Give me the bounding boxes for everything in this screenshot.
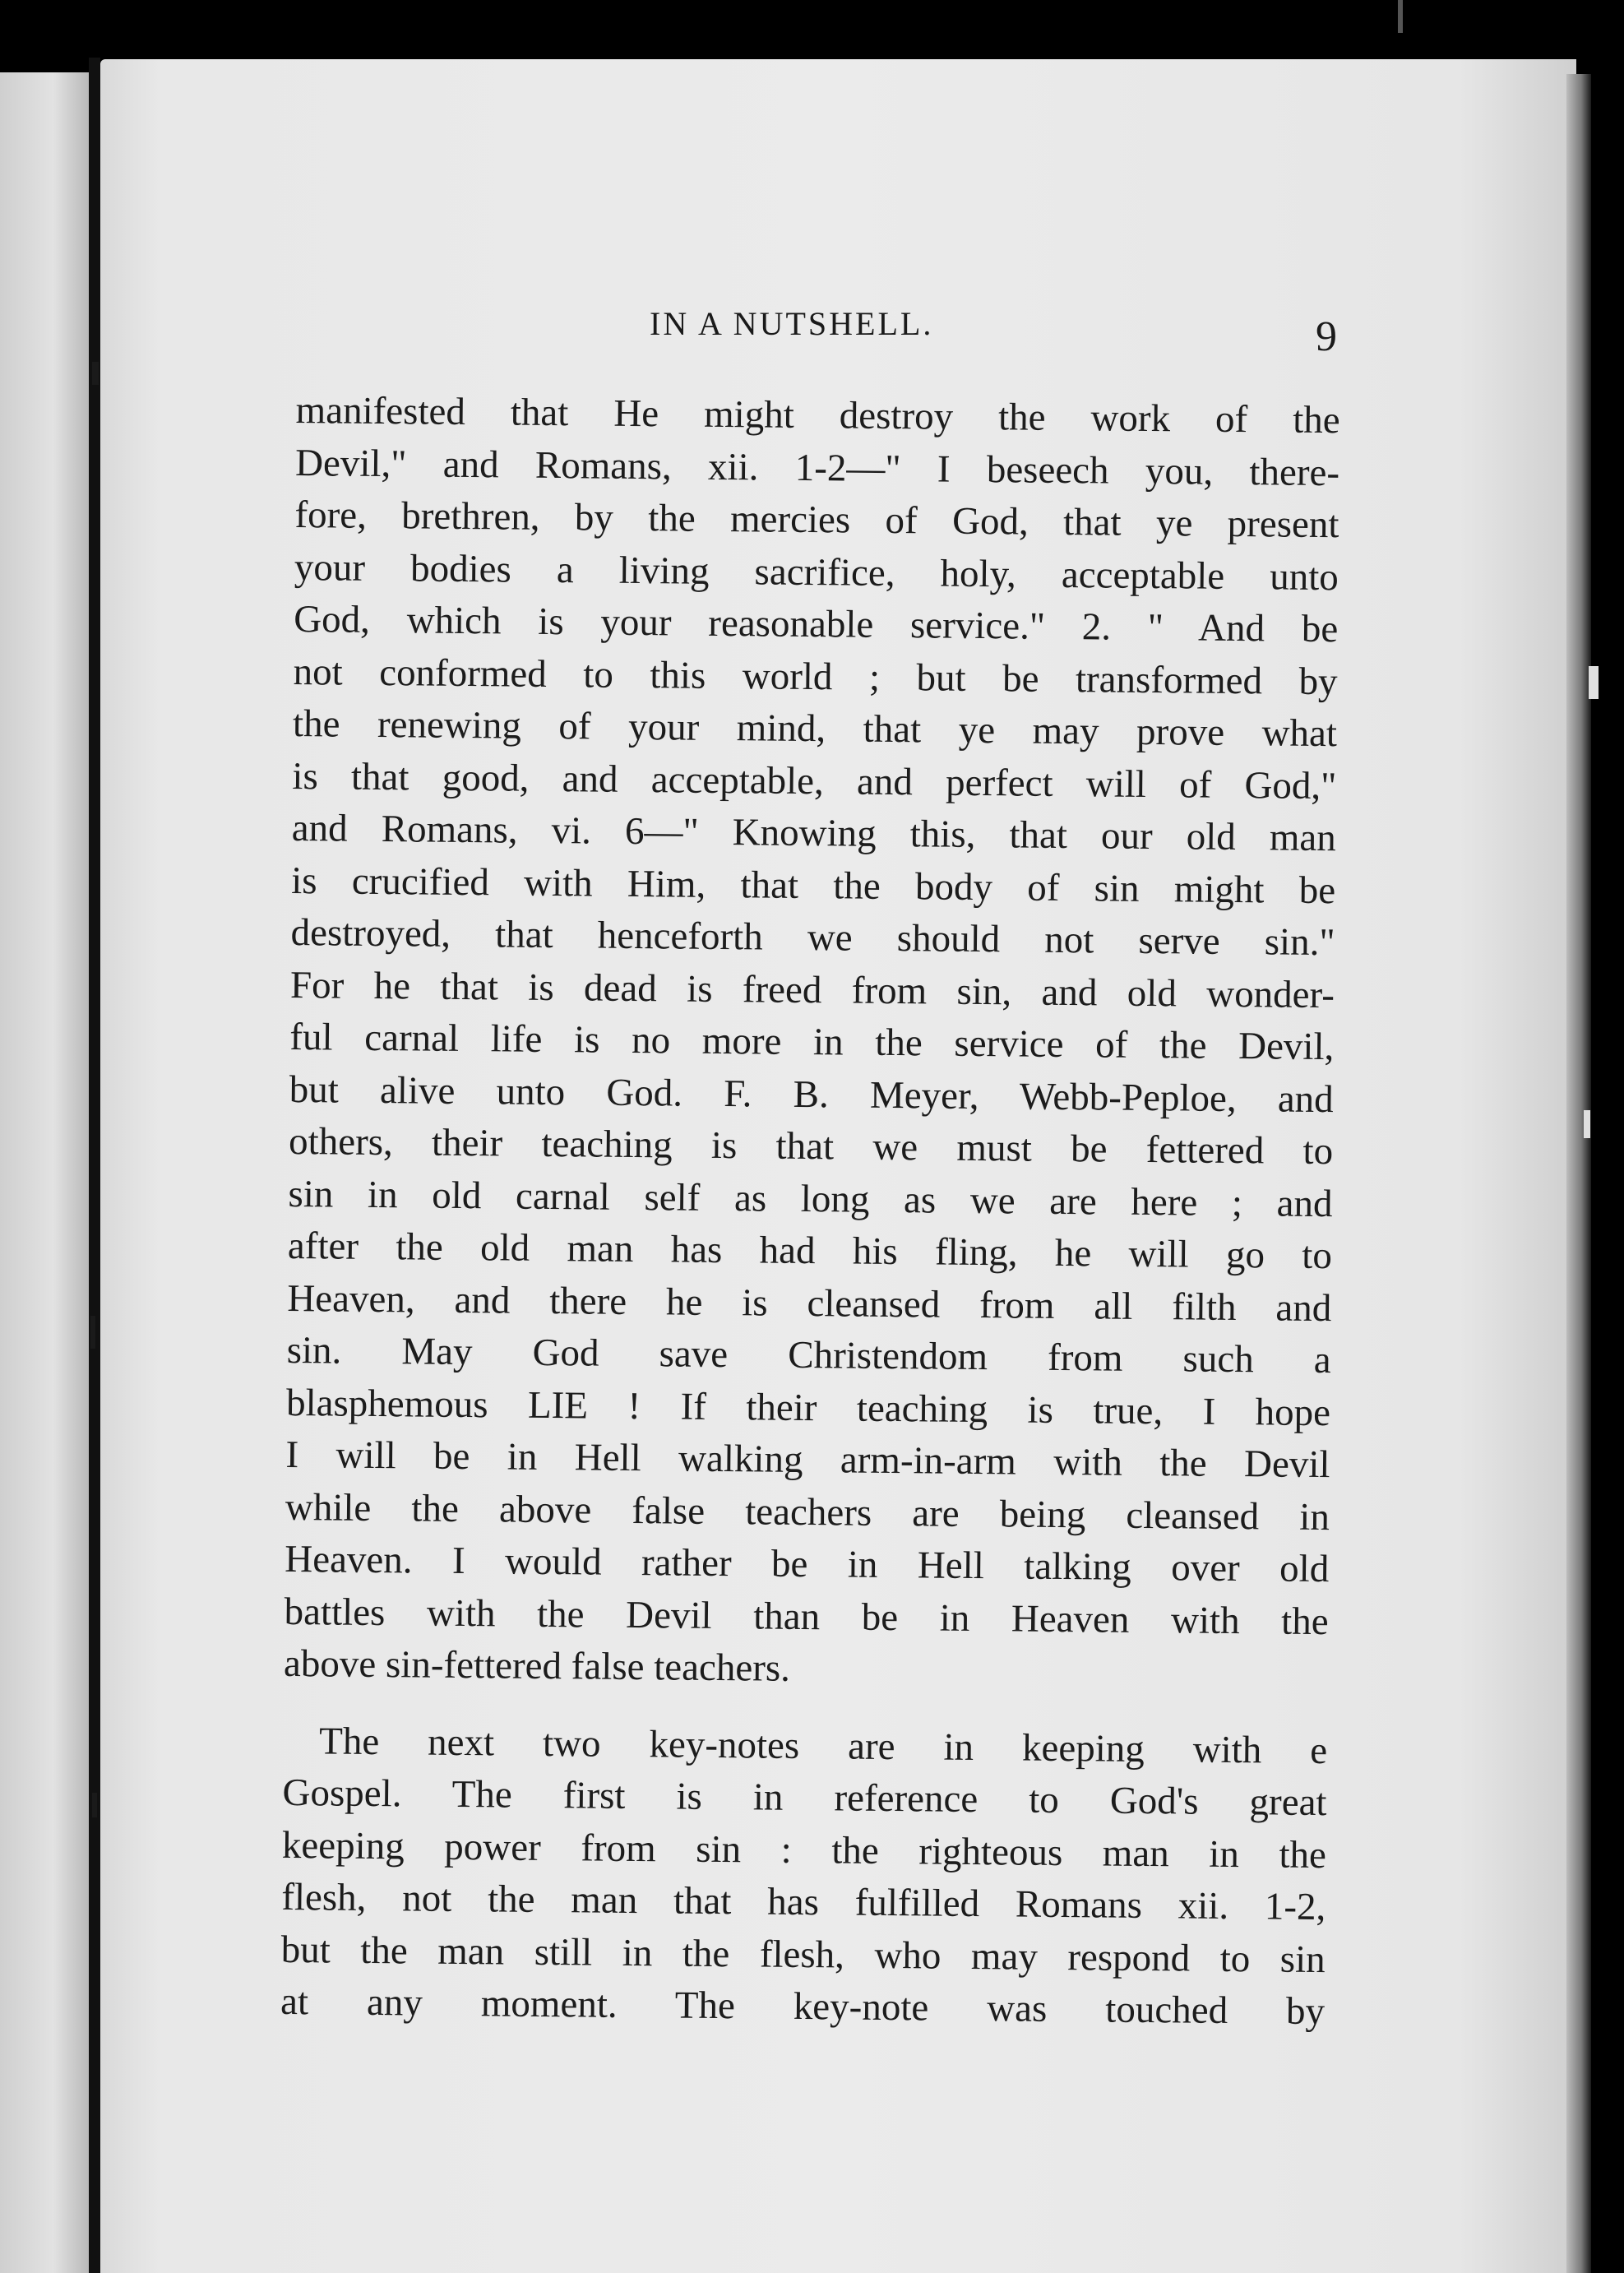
text-line: above sin-fettered false teachers. [283,1641,791,1690]
paragraph-2 [280,1715,1328,2038]
text-line: ful carnal life is no more in the service of the Devil, [289,1015,1335,1069]
text-line: The next two key-notes are in keeping with e [318,1719,1328,1772]
text-line: is crucified with Him, that the body of sin might be [290,859,1336,912]
text-line: is that good, and acceptable, and perfect will of God," [292,754,1337,808]
text-line: For he that is dead is freed from sin, and old wonder- [289,963,1335,1016]
text-line: after the old man has had his fling, he will go to [287,1224,1333,1278]
text-line: battles with the Devil than be in Heaven with the [284,1590,1329,1643]
text-line: sin. May God save Christendom from such a [286,1328,1331,1382]
text-line: while the above false teachers are being cleansed in [285,1485,1330,1539]
text-line: the renewing of your mind, that ye may prove what [292,701,1338,756]
text-line: but alive unto God. F. B. Meyer, Webb-Peploe, and [289,1067,1334,1121]
text-line: not conformed to this world ; but be transformed by [293,650,1338,703]
page-edge-shadow [1566,74,1591,2273]
running-head: IN A NUTSHELL. [650,305,934,342]
facing-page-edge [0,72,89,2273]
text-line: flesh, not the man that has fulfilled Romans xii. 1-2, [281,1875,1326,1929]
text-line: at any moment. The key-note was touched by [280,1979,1326,2034]
paragraph-1 [284,385,1340,1701]
text-line: Devil," and Romans, xii. 1-2—" I beseech you, there- [294,441,1340,494]
text-line: Heaven, and there he is cleansed from all filth and [287,1276,1332,1330]
text-line: destroyed, that henceforth we should not serve sin." [290,910,1335,965]
text-line: and Romans, vi. 6—" Knowing this, that our old man [291,806,1337,860]
text-line: fore, brethren, by the mercies of God, that ye present [294,493,1339,547]
text-line: Heaven. I would rather be in Hell talking over old [285,1537,1330,1591]
page-number: 9 [1316,313,1337,360]
text-line: others, their teaching is that we must be fettered to [288,1119,1334,1174]
text-line: but the man still in the flesh, who may respond to sin [280,1928,1326,1981]
text-line: Gospel. The first is in reference to God's great [282,1771,1327,1825]
text-line: blasphemous LIE ! If their teaching is true, I hope [285,1381,1331,1434]
text-line: God, which is your reasonable service." 2. " And be [294,597,1339,651]
book-gutter [89,58,100,2273]
text-line: I will be in Hell walking arm-in-arm with the Devil [285,1433,1330,1487]
text-line: keeping power from sin : the righteous man in the [281,1823,1327,1877]
body-text [280,385,1340,2039]
text-line: sin in old carnal self as long as we are here ; and [288,1172,1333,1225]
text-line: manifested that He might destroy the work of the [295,388,1340,442]
text-line: your bodies a living sacrifice, holy, acceptable unto [294,545,1339,599]
